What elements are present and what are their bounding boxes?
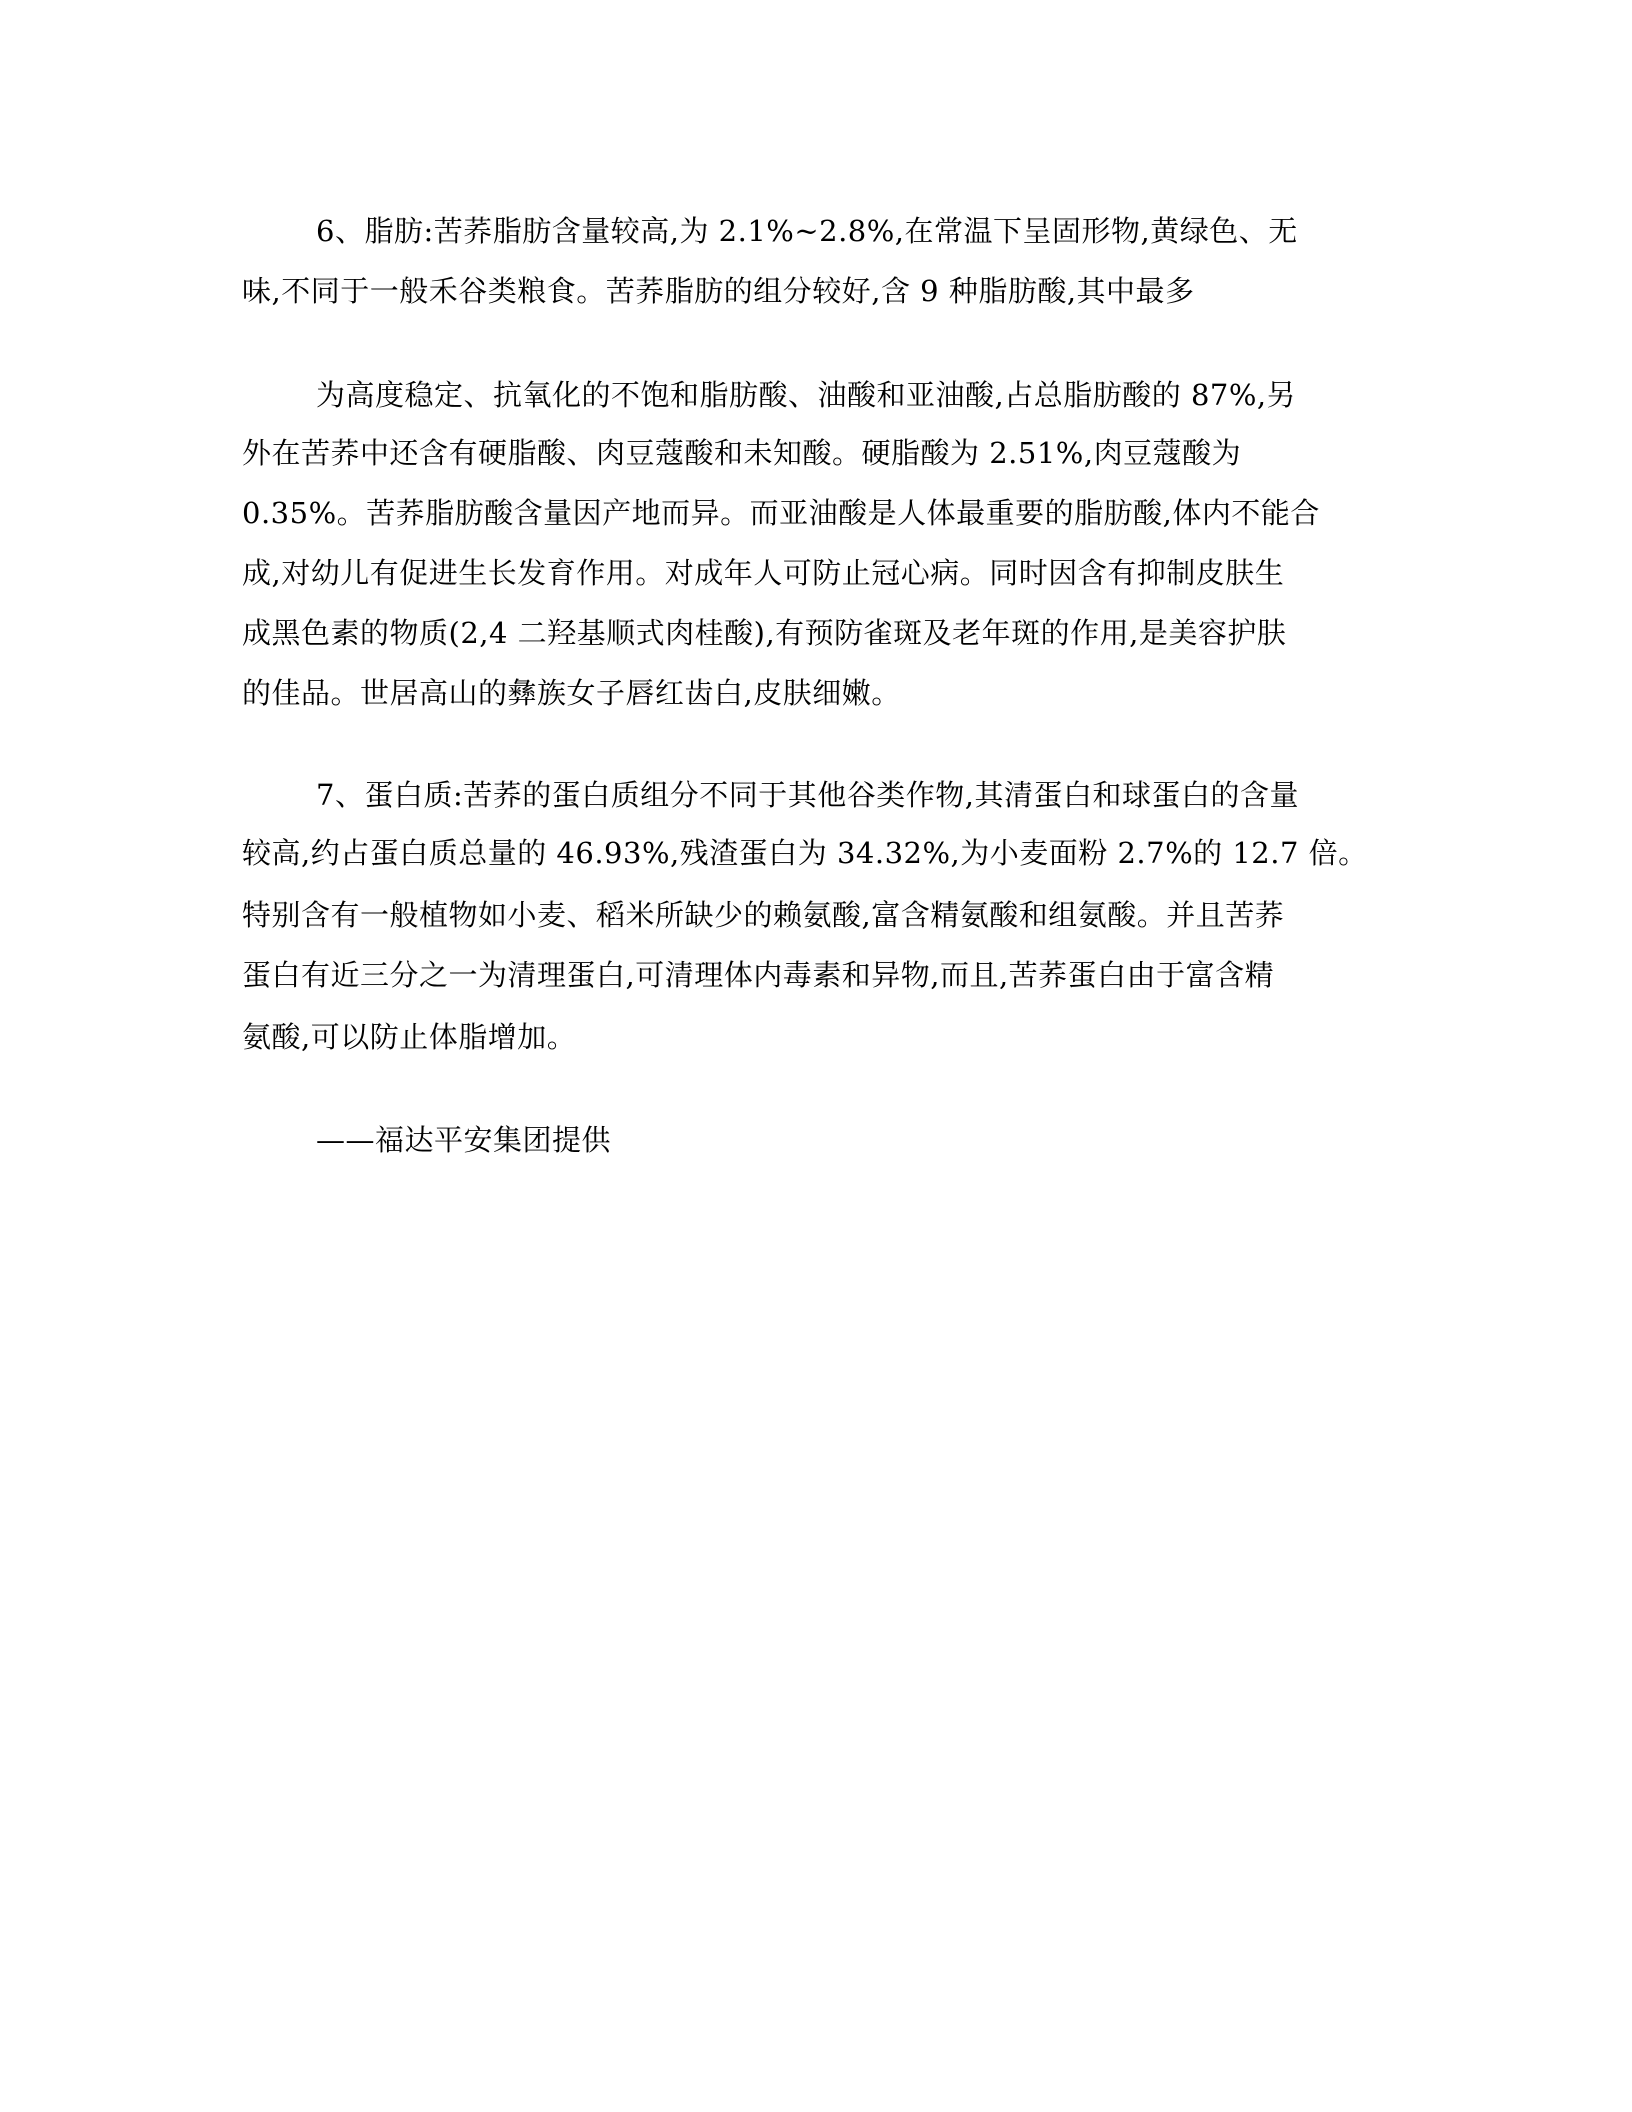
text-line: 蛋白有近三分之一为清理蛋白,可清理体内毒素和异物,而且,苦荞蛋白由于富含精	[242, 958, 1275, 992]
text-line: 特别含有一般植物如小麦、稻米所缺少的赖氨酸,富含精氨酸和组氨酸。并且苦荞	[242, 898, 1285, 932]
text-line: 的佳品。世居高山的彝族女子唇红齿白,皮肤细嫩。	[242, 676, 901, 710]
text-line: 较高,约占蛋白质总量的 46.93%,残渣蛋白为 34.32%,为小麦面粉 2.7%的 12.7 倍。	[242, 836, 1368, 870]
attribution: ——福达平安集团提供	[316, 1123, 612, 1157]
text-line: 6、脂肪:苦荞脂肪含量较高,为 2.1%~2.8%,在常温下呈固形物,黄绿色、无	[316, 214, 1298, 248]
text-line: 成黑色素的物质(2,4 二羟基顺式肉桂酸),有预防雀斑及老年斑的作用,是美容护肤	[242, 616, 1287, 650]
text-line: 氨酸,可以防止体脂增加。	[242, 1020, 577, 1054]
text-line: 为高度稳定、抗氧化的不饱和脂肪酸、油酸和亚油酸,占总脂肪酸的 87%,另	[316, 378, 1297, 412]
text-line: 成,对幼儿有促进生长发育作用。对成年人可防止冠心病。同时因含有抑制皮肤生	[242, 556, 1285, 590]
text-line: 外在苦荞中还含有硬脂酸、肉豆蔻酸和未知酸。硬脂酸为 2.51%,肉豆蔻酸为	[242, 436, 1242, 470]
text-line: 7、蛋白质:苦荞的蛋白质组分不同于其他谷类作物,其清蛋白和球蛋白的含量	[316, 778, 1299, 812]
text-line: 0.35%。苦荞脂肪酸含量因产地而异。而亚油酸是人体最重要的脂肪酸,体内不能合	[242, 496, 1320, 530]
text-line: 味,不同于一般禾谷类粮食。苦荞脂肪的组分较好,含 9 种脂肪酸,其中最多	[242, 274, 1195, 308]
